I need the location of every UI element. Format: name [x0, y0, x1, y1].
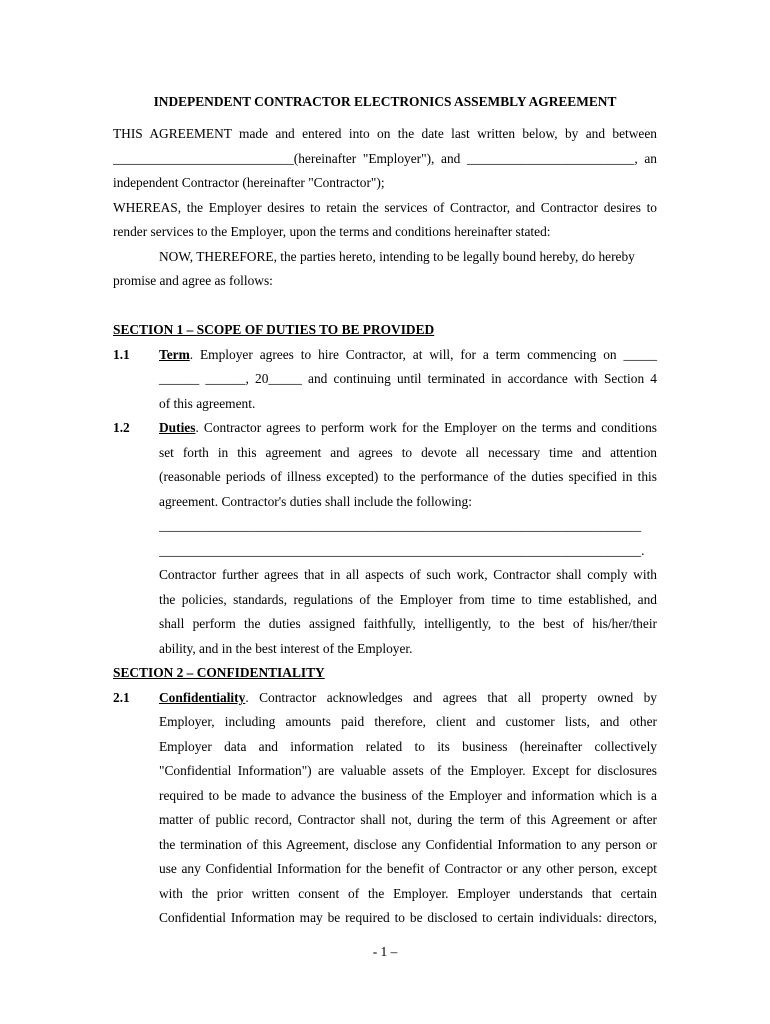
intro-line: WHEREAS, the Employer desires to retain the services of Contractor, and Contractor desires to	[113, 200, 657, 215]
intro-line: ___________________________(hereinafter "Employer"), and _________________________, an	[113, 151, 657, 166]
clause-line: ______ ______, 20_____ and continuing until terminated in accordance with Section 4	[159, 371, 657, 386]
intro-line: promise and agree as follows:	[113, 273, 273, 288]
clause-line: matter of public record, Contractor shall not, during the term of this Agreement or after	[159, 812, 657, 827]
intro-line: THIS AGREEMENT made and entered into on the date last written below, by and between	[113, 126, 657, 141]
section-1-heading: SECTION 1 – SCOPE OF DUTIES TO BE PROVIDED	[113, 322, 435, 337]
section-2-heading: SECTION 2 – CONFIDENTIALITY	[113, 665, 325, 680]
clause-line: agreement. Contractor's duties shall include the following:	[159, 494, 472, 509]
document-title: INDEPENDENT CONTRACTOR ELECTRONICS ASSEMBLY AGREEMENT	[153, 94, 617, 109]
clause-text: . Contractor acknowledges and agrees that all property owned by	[245, 690, 657, 705]
clause-line: ability, and in the best interest of the Employer.	[159, 641, 413, 656]
clause-text: . Employer agrees to hire Contractor, at will, for a term commencing on _____	[189, 347, 657, 362]
clause-number: 1.1	[113, 347, 130, 362]
intro-line: NOW, THEREFORE, the parties hereto, intending to be legally bound hereby, do hereby	[159, 249, 635, 264]
clause-1-1-first-line	[159, 343, 657, 367]
page-number: - 1 –	[372, 944, 398, 959]
clause-line: Confidential Information may be required to be disclosed to certain individuals: directors,	[159, 910, 657, 925]
clause-line: set forth in this agreement and agrees to devote all necessary time and attention	[159, 445, 657, 460]
clause-line: shall perform the duties assigned faithfully, intelligently, to the best of his/her/their	[159, 616, 657, 631]
duties-blank-line: ________________________________________________________________________	[159, 518, 642, 533]
clause-text: . Contractor agrees to perform work for the Employer on the terms and conditions	[195, 420, 657, 435]
clause-2-1-first-line	[159, 686, 657, 710]
clause-line: Employer data and information related to its business (hereinafter collectively	[159, 739, 657, 754]
clause-line: with the prior written consent of the Employer. Employer understands that certain	[159, 886, 657, 901]
clause-term: Term	[159, 347, 190, 362]
clause-line: of this agreement.	[159, 396, 256, 411]
clause-line: (reasonable periods of illness excepted) to the performance of the duties specified in this	[159, 469, 657, 484]
clause-line: use any Confidential Information for the benefit of Contractor or any other person, except	[159, 861, 657, 876]
intro-line: independent Contractor (hereinafter "Contractor");	[113, 175, 385, 190]
clause-line: the policies, standards, regulations of the Employer from time to time established, and	[159, 592, 657, 607]
clause-term: Confidentiality	[159, 690, 246, 705]
clause-line: required to be made to advance the business of the Employer and information which is a	[159, 788, 657, 803]
clause-1-2-first-line	[159, 416, 657, 440]
clause-line: the termination of this Agreement, disclose any Confidential Information to any person or	[159, 837, 657, 852]
clause-number: 1.2	[113, 420, 130, 435]
duties-blank-line: ________________________________________________________________________.	[159, 543, 645, 558]
clause-term: Duties	[159, 420, 196, 435]
clause-line: Contractor further agrees that in all aspects of such work, Contractor shall comply with	[159, 567, 657, 582]
clause-number: 2.1	[113, 690, 130, 705]
clause-line: Employer, including amounts paid therefore, client and customer lists, and other	[159, 714, 657, 729]
clause-line: "Confidential Information") are valuable assets of the Employer. Except for disclosures	[159, 763, 657, 778]
intro-line: render services to the Employer, upon the terms and conditions hereinafter stated:	[113, 224, 551, 239]
